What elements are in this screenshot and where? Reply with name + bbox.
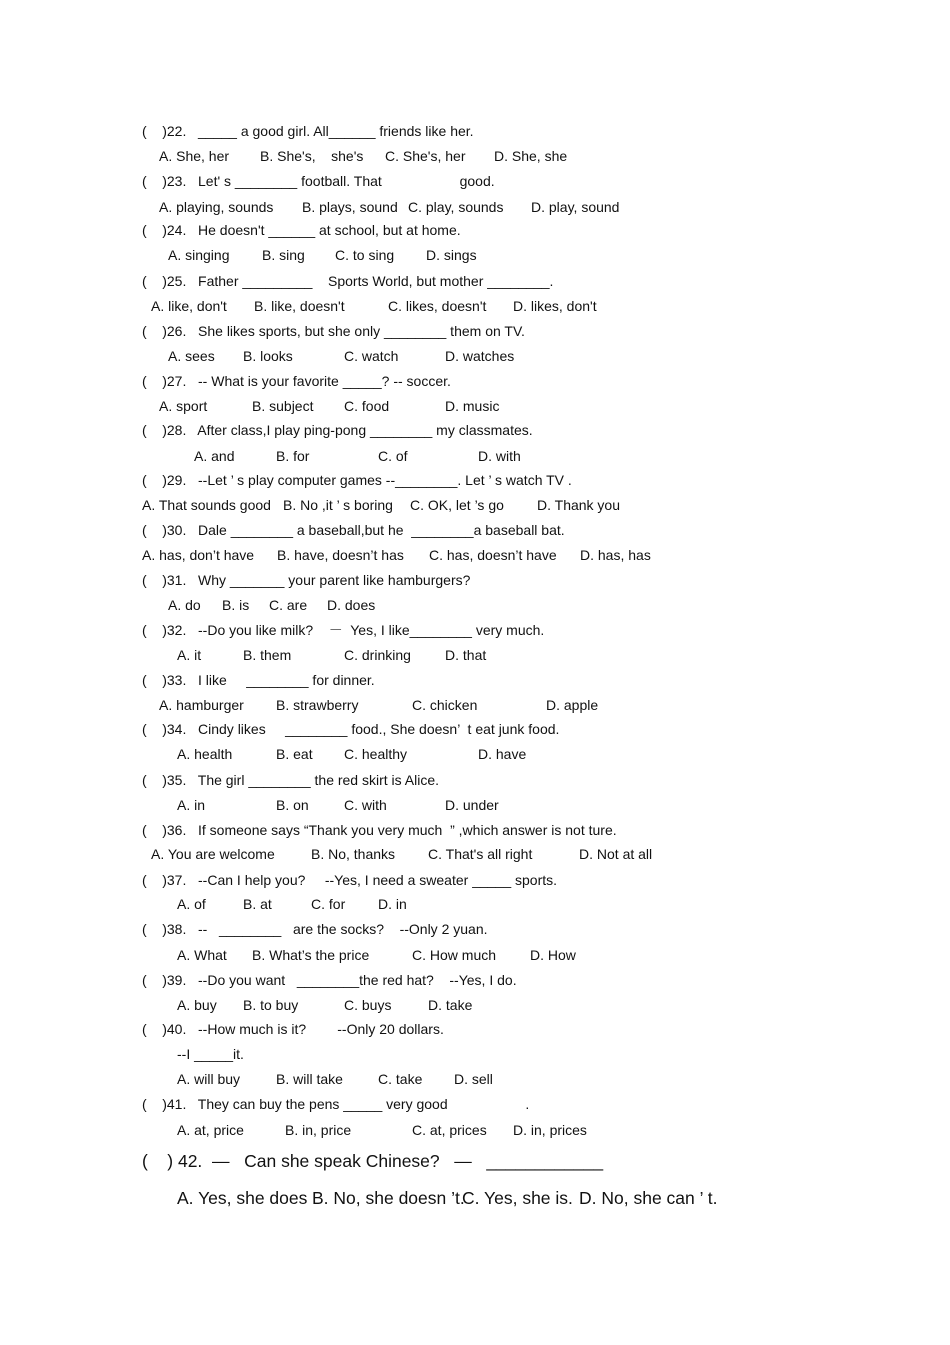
question-30-stem: ( )30. Dale ________ a baseball,but he ________a baseball bat. [142, 522, 565, 538]
q25-option-d: D. likes, don't [513, 298, 597, 314]
q33-option-c: C. chicken [412, 697, 478, 713]
q30-option-d: D. has, has [580, 547, 651, 563]
q38-option-d: D. How [530, 947, 576, 963]
q26-option-a: A. sees [168, 348, 215, 364]
question-32-stem: ( )32. --Do you like milk? － Yes, I like________ very much. [142, 622, 545, 638]
q27-option-d: D. music [445, 398, 500, 414]
q22-option-c: C. She's, her [385, 148, 466, 164]
q32-option-c: C. drinking [344, 647, 411, 663]
q37-option-d: D. in [378, 896, 407, 912]
q33-option-a: A. hamburger [159, 697, 244, 713]
q30-option-a: A. has, don’t have [142, 547, 255, 563]
q26-option-d: D. watches [445, 348, 515, 364]
q25-option-a: A. like, don't [151, 298, 227, 314]
question-40-subline: --I _____it. [177, 1046, 244, 1062]
q38-option-b: B. What’s the price [252, 947, 370, 963]
question-25-stem: ( )25. Father _________ Sports World, but mother ________. [142, 273, 554, 289]
q41-option-d: D. in, prices [513, 1122, 587, 1138]
question-28-stem: ( )28. After class,I play ping-pong ________ my classmates. [142, 422, 533, 438]
q34-option-d: D. have [478, 746, 527, 762]
q22-option-a: A. She, her [159, 148, 230, 164]
question-39-stem: ( )39. --Do you want ________the red hat? --Yes, I do. [142, 972, 517, 988]
q37-option-a: A. of [177, 896, 206, 912]
q27-option-c: C. food [344, 398, 390, 414]
question-27-stem: ( )27. -- What is your favorite _____? -- soccer. [142, 373, 451, 389]
question-24-stem: ( )24. He doesn't ______ at school, but at home. [142, 222, 461, 238]
q40-option-a: A. will buy [177, 1071, 241, 1087]
q23-option-a: A. playing, sounds [159, 199, 274, 215]
question-31-stem: ( )31. Why _______ your parent like hamburgers? [142, 572, 471, 588]
question-40-stem: ( )40. --How much is it? --Only 20 dollars. [142, 1021, 444, 1037]
q34-option-a: A. health [177, 746, 233, 762]
question-23-stem: ( )23. Let' s ________ football. That good. [142, 173, 495, 189]
q41-option-b: B. in, price [285, 1122, 352, 1138]
q38-option-c: C. How much [412, 947, 497, 963]
q31-option-d: D. does [327, 597, 376, 613]
question-22-stem: ( )22. _____ a good girl. All______ friends like her. [142, 123, 474, 139]
q28-option-c: C. of [378, 448, 408, 464]
q36-option-d: D. Not at all [579, 846, 653, 862]
q34-option-b: B. eat [276, 746, 313, 762]
q33-option-b: B. strawberry [276, 697, 359, 713]
q32-option-a: A. it [177, 647, 202, 663]
q37-option-c: C. for [311, 896, 346, 912]
q39-option-a: A. buy [177, 997, 217, 1013]
q32-option-d: D. that [445, 647, 487, 663]
q27-option-b: B. subject [252, 398, 314, 414]
q31-option-a: A. do [168, 597, 201, 613]
q28-option-a: A. and [194, 448, 235, 464]
q23-option-c: C. play, sounds [408, 199, 504, 215]
q36-option-a: A. You are welcome [151, 846, 275, 862]
q35-option-b: B. on [276, 797, 309, 813]
q39-option-b: B. to buy [243, 997, 299, 1013]
q26-option-b: B. looks [243, 348, 293, 364]
q24-option-c: C. to sing [335, 247, 395, 263]
q22-option-d: D. She, she [494, 148, 568, 164]
q38-option-a: A. What [177, 947, 227, 963]
q33-option-d: D. apple [546, 697, 599, 713]
q30-option-c: C. has, doesn’t have [429, 547, 557, 563]
q30-option-b: B. have, doesn’t has [277, 547, 404, 563]
q35-option-d: D. under [445, 797, 499, 813]
q29-option-d: D. Thank you [537, 497, 621, 513]
question-38-stem: ( )38. -- ________ are the socks? --Only 2 yuan. [142, 921, 488, 937]
q41-option-c: C. at, prices [412, 1122, 487, 1138]
q42-option-a: A. Yes, she does [177, 1188, 308, 1208]
q31-option-c: C. are [269, 597, 308, 613]
q42-option-d: D. No, she can ’ t. [579, 1188, 718, 1208]
q35-option-c: C. with [344, 797, 387, 813]
q31-option-b: B. is [222, 597, 250, 613]
q22-option-b: B. She's, she's [260, 148, 364, 164]
question-36-stem: ( )36. If someone says “Thank you very much ” ,which answer is not ture. [142, 822, 617, 838]
q35-option-a: A. in [177, 797, 206, 813]
q40-option-d: D. sell [454, 1071, 493, 1087]
q27-option-a: A. sport [159, 398, 208, 414]
q42-option-c: C. Yes, she is. [462, 1188, 573, 1208]
q25-option-c: C. likes, doesn't [388, 298, 487, 314]
question-26-stem: ( )26. She likes sports, but she only ________ them on TV. [142, 323, 525, 339]
q36-option-b: B. No, thanks [311, 846, 396, 862]
q23-option-d: D. play, sound [531, 199, 620, 215]
q41-option-a: A. at, price [177, 1122, 244, 1138]
q42-option-b: B. No, she doesn ’t. [312, 1188, 465, 1208]
q29-option-b: B. No ,it ’ s boring [283, 497, 393, 513]
q32-option-b: B. them [243, 647, 292, 663]
q23-option-b: B. plays, sound [302, 199, 398, 215]
question-37-stem: ( )37. --Can I help you? --Yes, I need a sweater _____ sports. [142, 872, 558, 888]
q40-option-c: C. take [378, 1071, 423, 1087]
q24-option-a: A. singing [168, 247, 230, 263]
q29-option-a: A. That sounds good [142, 497, 271, 513]
q34-option-c: C. healthy [344, 746, 408, 762]
q25-option-b: B. like, doesn't [254, 298, 345, 314]
q24-option-b: B. sing [262, 247, 305, 263]
q40-option-b: B. will take [276, 1071, 343, 1087]
question-33-stem: ( )33. I like ________ for dinner. [142, 672, 375, 688]
q36-option-c: C. That's all right [428, 846, 533, 862]
q37-option-b: B. at [243, 896, 272, 912]
q28-option-d: D. with [478, 448, 521, 464]
q26-option-c: C. watch [344, 348, 399, 364]
q28-option-b: B. for [276, 448, 310, 464]
q29-option-c: C. OK, let ’s go [410, 497, 504, 513]
question-35-stem: ( )35. The girl ________ the red skirt is Alice. [142, 772, 440, 788]
question-41-stem: ( )41. They can buy the pens _____ very good . [142, 1096, 530, 1112]
question-29-stem: ( )29. --Let ’ s play computer games --________. Let ’ s watch TV . [142, 472, 572, 488]
question-34-stem: ( )34. Cindy likes ________ food., She doesn’ t eat junk food. [142, 721, 560, 737]
q24-option-d: D. sings [426, 247, 477, 263]
q39-option-c: C. buys [344, 997, 392, 1013]
q39-option-d: D. take [428, 997, 473, 1013]
question-42-stem: ( ) 42. — Can she speak Chinese? — ____________ [142, 1151, 604, 1171]
